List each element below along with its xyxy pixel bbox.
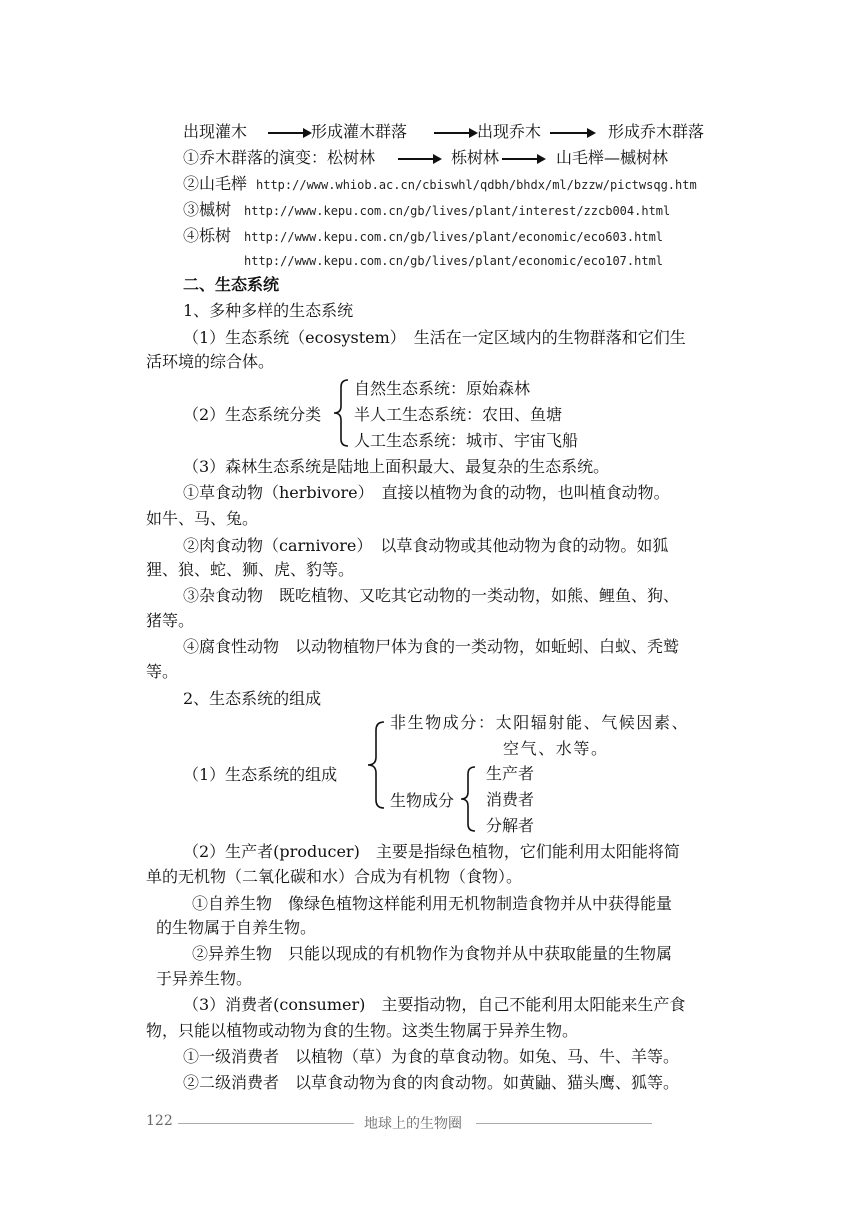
beech-label: ②山毛榉: [183, 174, 248, 193]
tree-evolution-end: 山毛榉—槭树林: [556, 148, 669, 167]
forest-ecosystem: （3）森林生态系统是陆地上面积最大、最复杂的生态系统。: [183, 457, 610, 476]
footer-rule-right: [476, 1123, 652, 1124]
arrow-icon: [550, 132, 594, 134]
saprophage-line1: ④腐食性动物 以动物植物尸体为食的一类动物，如蚯蚓、白蚁、秃鹫: [183, 637, 680, 656]
oak-label: ④栎树: [183, 226, 232, 245]
brace-icon: [365, 720, 387, 810]
section-heading: 二、生态系统: [183, 275, 280, 294]
abiotic-line1: 非生物成分：太阳辐射能、气候因素、: [390, 713, 690, 732]
beech-url[interactable]: http://www.whiob.ac.cn/cbiswhl/qdbh/bhdx/ml/bzzw/pictwsqg.htm: [256, 178, 697, 192]
primary-consumer: ①一级消费者 以植物（草）为食的草食动物。如兔、马、牛、羊等。: [183, 1047, 680, 1066]
oak-url-2[interactable]: http://www.kepu.com.cn/gb/lives/plant/economic/eco107.html: [244, 254, 664, 268]
classification-label: （2）生态系统分类: [183, 405, 322, 424]
page-number: 122: [146, 1113, 173, 1129]
ecosystem-definition-line2: 活环境的综合体。: [146, 352, 275, 371]
book-title: 地球上的生物圈: [364, 1116, 462, 1132]
stage-shrub-appear: 出现灌木: [183, 122, 248, 141]
producer-line1: （2）生产者(producer) 主要是指绿色植物，它们能利用太阳能将简: [183, 842, 680, 861]
herbivore-line1: ①草食动物（herbivore） 直接以植物为食的动物，也叫植食动物。: [183, 483, 670, 502]
producer-line2: 单的无机物（二氧化碳和水）合成为有机物（食物）。: [146, 867, 523, 886]
composition-label: （1）生态系统的组成: [183, 765, 338, 784]
tree-evolution-mid: 栎树林: [451, 148, 500, 167]
omnivore-line2: 猪等。: [146, 611, 195, 630]
brace-icon: [458, 765, 478, 833]
brace-icon: [331, 378, 351, 448]
heterotroph-line1: ②异养生物 只能以现成的有机物作为食物并从中获取能量的生物属: [192, 944, 673, 963]
semi-artificial-ecosystem: 半人工生态系统：农田、鱼塘: [354, 405, 563, 424]
autotroph-line1: ①自养生物 像绿色植物这样能利用无机物制造食物并从中获得能量: [192, 894, 673, 913]
stage-tree-appear: 出现乔木: [477, 122, 542, 141]
carnivore-line1: ②肉食动物（carnivore） 以草食动物或其他动物为食的动物。如狐: [183, 536, 669, 555]
herbivore-line2: 如牛、马、兔。: [146, 509, 259, 528]
arrow-icon: [502, 158, 544, 160]
consumer-def-line2: 物，只能以植物或动物为食的生物。这类生物属于异养生物。: [146, 1021, 579, 1040]
autotroph-line2: 的生物属于自养生物。: [156, 918, 317, 937]
heterotroph-line2: 于异养生物。: [156, 969, 253, 988]
decomposer-item: 分解者: [486, 816, 535, 835]
arrow-icon: [398, 158, 440, 160]
oak-url-1[interactable]: http://www.kepu.com.cn/gb/lives/plant/economic/eco603.html: [244, 230, 664, 244]
ecosystem-definition-line1: （1）生态系统（ecosystem） 生活在一定区域内的生物群落和它们生: [183, 328, 686, 347]
subsection-1-title: 1、多种多样的生态系统: [183, 301, 354, 320]
biotic-label: 生物成分: [390, 791, 455, 810]
omnivore-line1: ③杂食动物 既吃植物、又吃其它动物的一类动物，如熊、鲤鱼、狗、: [183, 586, 680, 605]
abiotic-line2: 空气、水等。: [503, 739, 609, 758]
tree-evolution-prefix: ①乔木群落的演变：松树林: [183, 148, 376, 167]
producer-item: 生产者: [486, 764, 535, 783]
saprophage-line2: 等。: [146, 662, 179, 681]
carnivore-line2: 狸、狼、蛇、狮、虎、豹等。: [146, 560, 355, 579]
consumer-def-line1: （3）消费者(consumer) 主要指动物，自己不能利用太阳能来生产食: [183, 995, 686, 1014]
maple-url[interactable]: http://www.kepu.com.cn/gb/lives/plant/interest/zzcb004.html: [244, 204, 671, 218]
stage-shrub-community: 形成灌木群落: [311, 122, 408, 141]
footer-rule-left: [178, 1123, 354, 1124]
stage-tree-community: 形成乔木群落: [608, 122, 705, 141]
artificial-ecosystem: 人工生态系统：城市、宇宙飞船: [354, 431, 579, 450]
arrow-icon: [268, 132, 310, 134]
arrow-icon: [434, 132, 476, 134]
maple-label: ③槭树: [183, 200, 232, 219]
secondary-consumer: ②二级消费者 以草食动物为食的肉食动物。如黄鼬、猫头鹰、狐等。: [183, 1073, 680, 1092]
subsection-2-title: 2、生态系统的组成: [183, 689, 322, 708]
consumer-item: 消费者: [486, 790, 535, 809]
natural-ecosystem: 自然生态系统：原始森林: [354, 379, 531, 398]
